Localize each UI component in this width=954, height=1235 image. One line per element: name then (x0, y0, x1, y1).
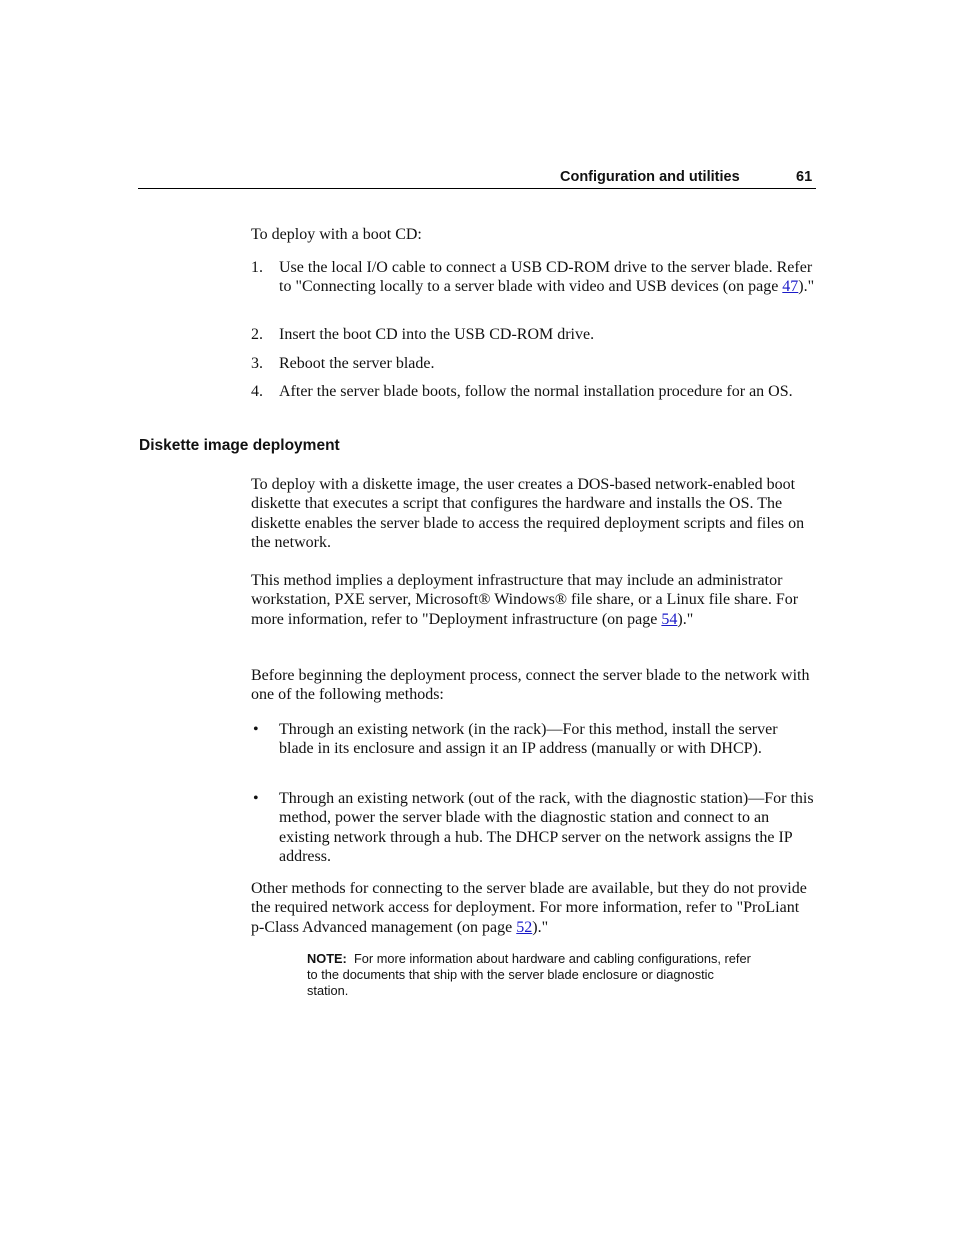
paragraph-infrastructure (251, 571, 816, 629)
step-text: Insert the boot CD into the USB CD-ROM drive. (279, 326, 595, 343)
paragraph-methods-intro: Before beginning the deployment process, connect the server blade to the network with one of the following methods: (251, 667, 810, 704)
paragraph-other-methods (251, 879, 816, 937)
note-text: For more information about hardware and cabling configurations, refer to the documents that ship with the server blade enclosure or diagnostic station. (307, 951, 751, 999)
bullet-text: Through an existing network (in the rack)—For this method, install the server blade in its enclosure and assign it an IP address (manually or with DHCP). (279, 721, 778, 758)
header-rule (138, 188, 816, 189)
bullet-text: Through an existing network (out of the rack, with the diagnostic station)—For this method, power the server blade with the diagnostic station and connect to an existing network through a hub. The DHCP server on the network assigns the IP address. (279, 790, 814, 865)
step-4 (251, 382, 816, 401)
page-link-47[interactable]: 47 (782, 278, 799, 296)
step-text: Use the local I/O cable to connect a USB CD-ROM drive to the server blade. Refer to "Connecting locally to a server blade with video and USB devices (on page (279, 259, 813, 296)
step-3 (251, 354, 816, 373)
boot-cd-intro: To deploy with a boot CD: (251, 226, 422, 243)
paragraph-text-end: )." (677, 610, 694, 628)
bullet-item-2 (251, 789, 816, 866)
paragraph-text: This method implies a deployment infrastructure that may include an administrator workstation, PXE server, Microsoft® Windows® file share, or a Linux file share. For more information, refer to "Deployment infrastructure (on page (251, 572, 799, 628)
step-2 (251, 325, 816, 344)
step-number: 1. (251, 259, 263, 276)
bullet-dot-icon: • (253, 790, 259, 807)
paragraph-text: Other methods for connecting to the server blade are available, but they do not provide the required network access for deployment. For more information, refer to "ProLiant p-Class Advanced management (on page (251, 880, 807, 936)
bullet-item-1 (251, 720, 816, 759)
note-label: NOTE: (307, 951, 347, 966)
step-text-end: )." (798, 278, 815, 296)
page-link-54[interactable]: 54 (661, 610, 678, 628)
page-link-52[interactable]: 52 (516, 918, 533, 936)
paragraph-text-end: )." (532, 918, 549, 936)
step-number: 4. (251, 383, 263, 400)
header-title: Configuration and utilities (560, 169, 740, 185)
step-text: After the server blade boots, follow the normal installation procedure for an OS. (279, 383, 793, 400)
step-number: 2. (251, 326, 263, 343)
bullet-dot-icon: • (253, 721, 259, 738)
paragraph-diskette-intro: To deploy with a diskette image, the user creates a DOS-based network-enabled boot diskette that executes a script that configures the hardware and installs the OS. The diskette enables the server blade to access the required deployment scripts and files on the network. (251, 476, 805, 551)
section-heading: Diskette image deployment (139, 437, 340, 454)
step-1 (251, 258, 816, 297)
page-number: 61 (796, 169, 813, 185)
note-box (307, 951, 757, 1000)
step-text: Reboot the server blade. (279, 355, 435, 372)
step-number: 3. (251, 355, 263, 372)
